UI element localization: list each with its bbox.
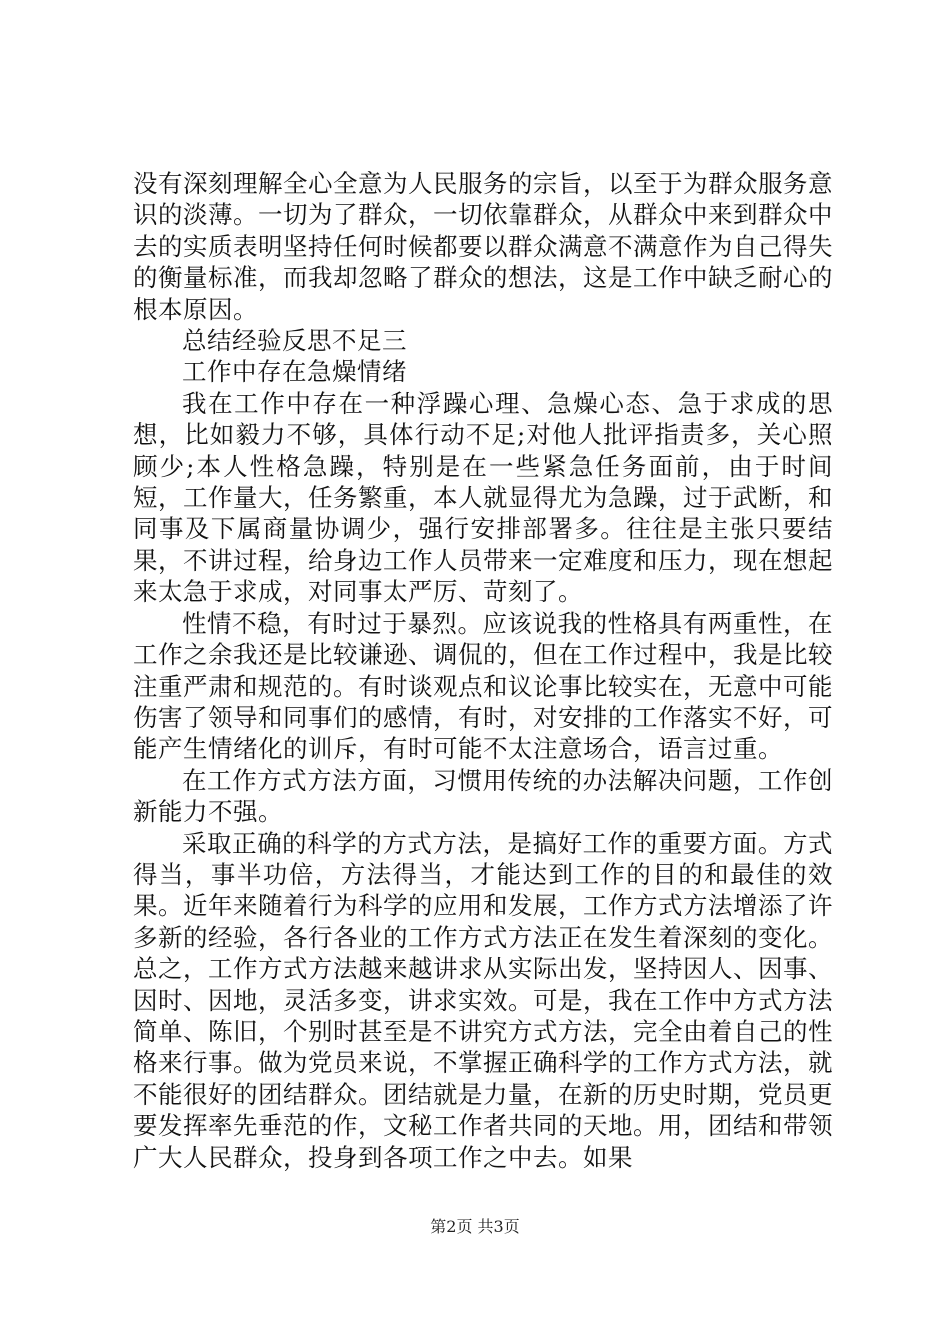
subsection-heading: 工作中存在急燥情绪 [182, 357, 407, 387]
paragraph-7: 采取正确的科学的方式方法，是搞好工作的重要方面。方式得当，事半功倍，方法得当，才能达到工作的目的和最佳的效果。近年来随着行为科学的应用和发展，工作方式方法增添了许多新的经验，各行各业的工作方式方法正在发生着深刻的变化。总之，工作方式方法越来越讲求从实际出发，坚持因人、因事、因时、因地，灵活多变，讲求实效。可是，我在工作中方式方法简单、陈旧，个别时甚至是不讲究方式方法，完全由着自己的性格来行事。做为党员来说，不掌握正确科学的工作方式方法，就不能很好的团结群众。团结就是力量，在新的历史时期，党员更要发挥率先垂范的作，文秘工作者共同的天地。用，团结和带领广大人民群众，投身到各项工作之中去。如果 [133, 828, 833, 1172]
paragraph-6: 在工作方式方法方面，习惯用传统的办法解决问题，工作创新能力不强。 [133, 765, 833, 827]
page-footer: 第2页 共3页 [430, 1217, 520, 1236]
paragraph-4: 我在工作中存在一种浮躁心理、急燥心态、急于求成的思想，比如毅力不够，具体行动不足;对他人批评指责多，关心照顾少;本人性格急躁，特别是在一些紧急任务面前，由于时间短，工作量大，任务繁重，本人就显得尤为急躁，过于武断，和同事及下属商量协调少，强行安排部署多。往往是主张只要结果，不讲过程，给身边工作人员带来一定难度和压力，现在想起来太急于求成，对同事太严厉、苛刻了。 [133, 388, 833, 607]
document-body [133, 168, 833, 1173]
paragraph-1: 没有深刻理解全心全意为人民服务的宗旨，以至于为群众服务意识的淡薄。一切为了群众，一切依靠群众，从群众中来到群众中去的实质表明坚持任何时候都要以群众满意不满意作为自己得失的衡量标准，而我却忽略了群众的想法，这是工作中缺乏耐心的根本原因。 [133, 169, 833, 324]
section-heading: 总结经验反思不足三 [182, 326, 407, 356]
paragraph-5: 性情不稳，有时过于暴烈。应该说我的性格具有两重性，在工作之余我还是比较谦逊、调侃的，但在工作过程中，我是比较注重严肃和规范的。有时谈观点和议论事比较实在，无意中可能伤害了领导和同事们的感情，有时，对安排的工作落实不好，可能产生情绪化的训斥，有时可能不太注意场合，语言过重。 [133, 608, 833, 764]
